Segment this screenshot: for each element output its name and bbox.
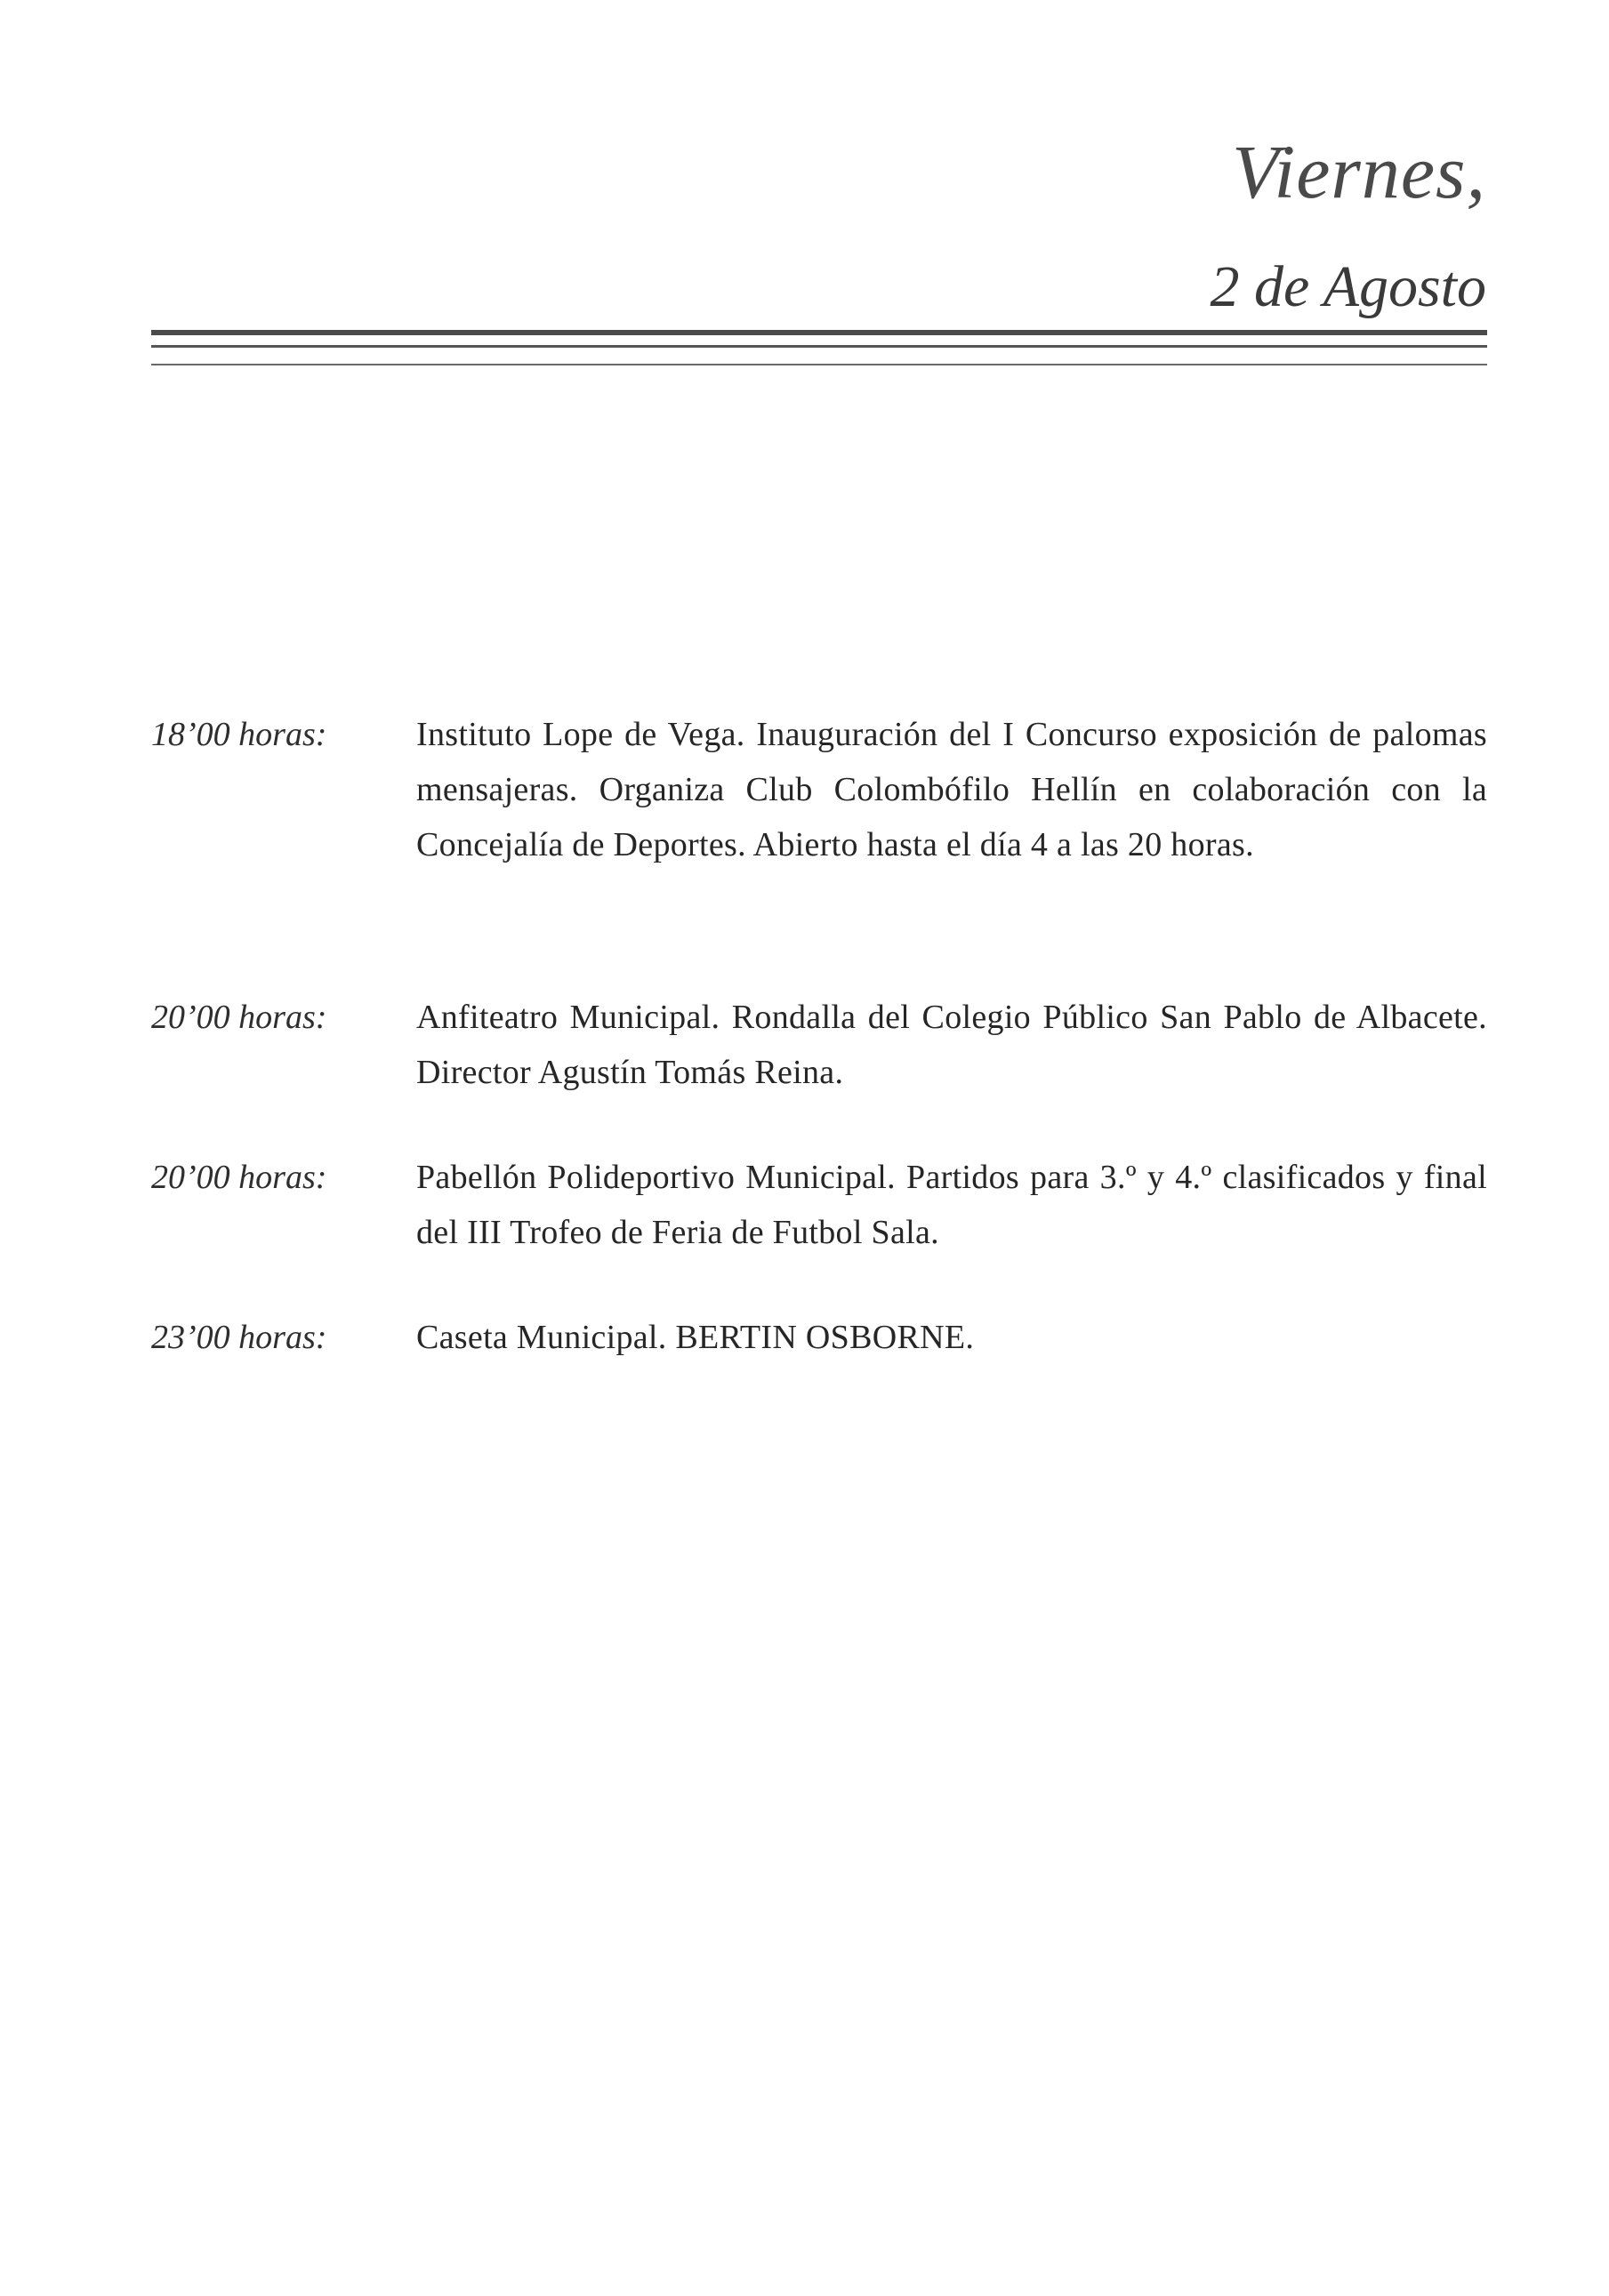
entry-description: Pabellón Polideportivo Municipal. Partidos para 3.º y 4.º clasificados y final del III Trofeo de Feria de Futbol Sala. (416, 1159, 1487, 1251)
day-heading: Viernes, (1232, 129, 1486, 214)
entry-time: 20’00 horas: (151, 999, 327, 1036)
entry-description: Instituto Lope de Vega. Inauguración del I Concurso exposición de palomas mensajeras. Organiza Club Colombófilo Hellín en colaboración con la Concejalía de Deportes. Abierto hasta el día 4 a las 20 horas. (416, 716, 1487, 863)
entry-description: Caseta Municipal. BERTIN OSBORNE. (416, 1319, 975, 1356)
entry-time: 20’00 horas: (151, 1159, 327, 1196)
entry-description: Anfiteatro Municipal. Rondalla del Colegio Público San Pablo de Albacete. Director Agustín Tomás Reina. (416, 999, 1487, 1091)
header-rule-thick (151, 330, 1487, 335)
entry-time: 23’00 horas: (151, 1319, 327, 1356)
date-heading: 2 de Agosto (1210, 254, 1486, 319)
entry-time: 18’00 horas: (151, 716, 327, 753)
header-rule-middle (151, 345, 1487, 348)
header-rule-thin (151, 364, 1487, 365)
